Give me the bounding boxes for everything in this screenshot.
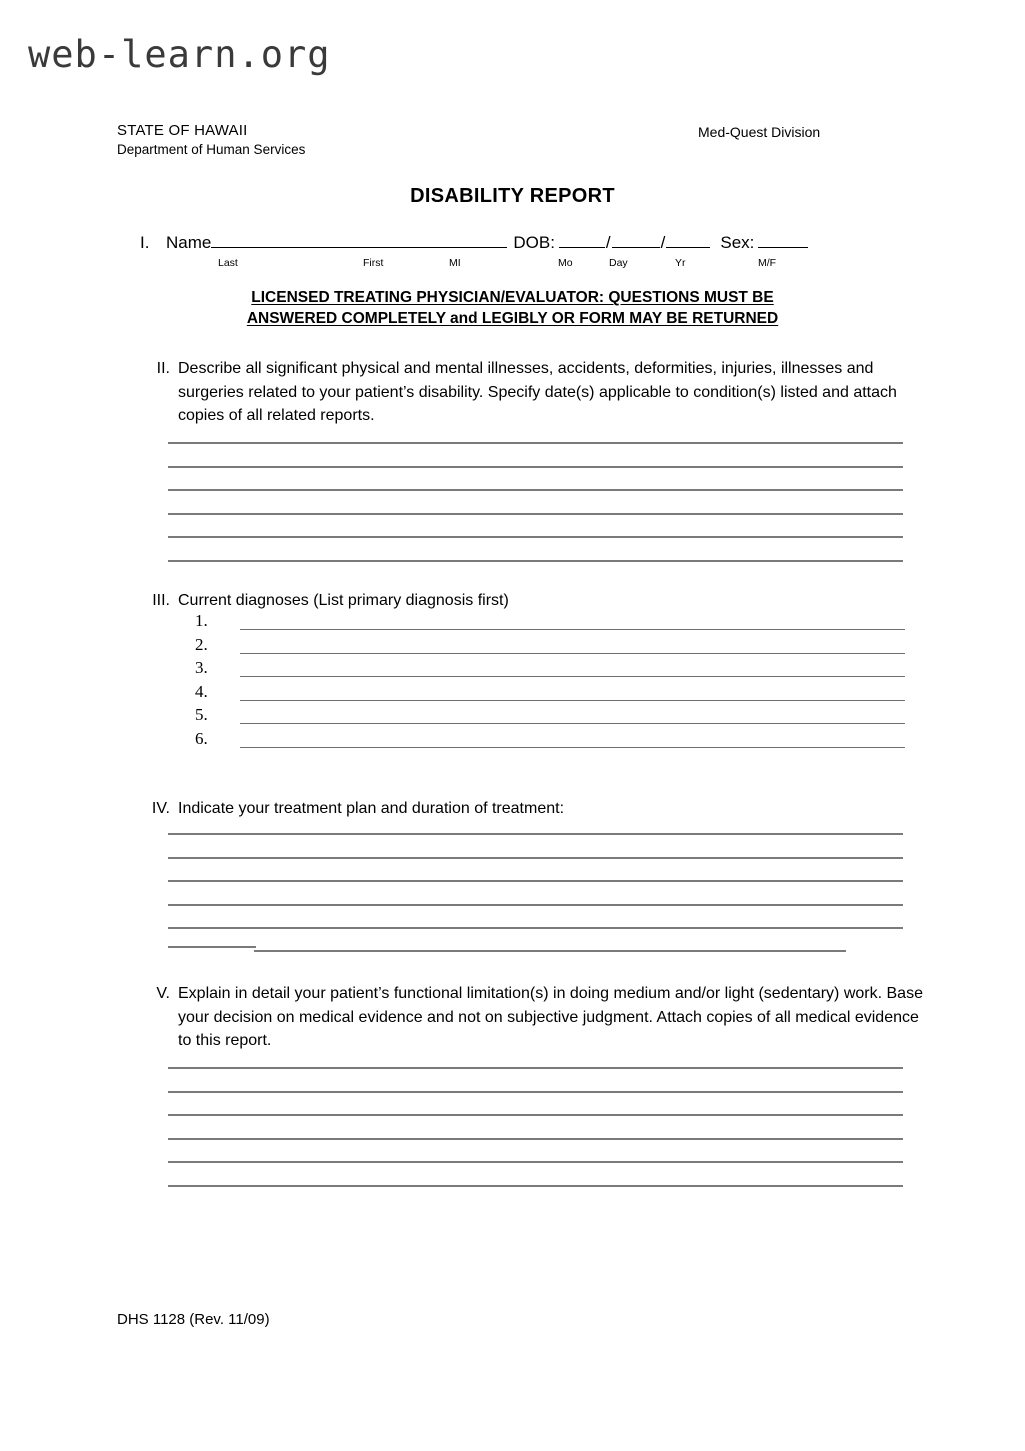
section-4-final-rule-right[interactable] <box>254 950 846 952</box>
dob-day-blank[interactable] <box>612 232 660 248</box>
diagnosis-row <box>195 683 905 707</box>
dob-month-blank[interactable] <box>559 232 605 248</box>
diagnosis-input-line[interactable] <box>240 629 905 630</box>
dob-label: DOB: <box>513 233 555 252</box>
sublabel-yr: Yr <box>675 257 686 269</box>
answer-rule[interactable] <box>168 833 903 835</box>
diagnosis-number: 6. <box>195 728 208 748</box>
sublabel-mf: M/F <box>758 257 777 269</box>
notice-line-1: LICENSED TREATING PHYSICIAN/EVALUATOR: QUESTIONS MUST BE <box>251 289 774 306</box>
diagnosis-row <box>195 730 905 754</box>
answer-rule[interactable] <box>168 513 903 515</box>
sublabel-first: First <box>363 257 384 269</box>
section-5-text: Explain in detail your patient’s functional limitation(s) in doing medium and/or light (sedentary) work. Base your decision on medical evidence and not on subjective judgment. Attach copies of all medical evidence to this report. <box>178 985 923 1050</box>
section-3 <box>136 589 926 613</box>
watermark-text: web-learn.org <box>28 33 331 76</box>
diagnosis-row <box>195 659 905 683</box>
page-title: DISABILITY REPORT <box>410 185 615 207</box>
diagnosis-number: 1. <box>195 611 208 630</box>
diagnosis-row <box>195 612 905 636</box>
section-5-numeral: V. <box>156 985 170 1002</box>
answer-rule[interactable] <box>168 904 903 906</box>
diagnosis-row <box>195 636 905 660</box>
answer-rule[interactable] <box>168 442 903 444</box>
section-4-text: Indicate your treatment plan and duration of treatment: <box>178 800 565 817</box>
name-label: Name <box>166 233 212 252</box>
section-5-answer-lines[interactable] <box>168 1067 903 1187</box>
section-2-text: Describe all significant physical and mental illnesses, accidents, deformities, injuries, illnesses and surgeries related to your patient’s disability. Specify date(s) applicable to condition(s) listed and attach copies of all related reports. <box>178 360 897 425</box>
answer-rule[interactable] <box>168 1091 903 1093</box>
dob-year-blank[interactable] <box>666 232 710 248</box>
header-agency-block <box>117 121 305 159</box>
answer-rule[interactable] <box>168 1067 903 1069</box>
answer-rule[interactable] <box>168 927 903 929</box>
sex-input-blank[interactable] <box>758 232 808 248</box>
diagnosis-row <box>195 706 905 730</box>
section-4-final-rule-left[interactable] <box>168 946 256 948</box>
header-department: Department of Human Services <box>117 142 306 158</box>
header-state: STATE OF HAWAII <box>117 122 248 139</box>
section-4-numeral: IV. <box>151 800 170 817</box>
section-3-diagnosis-list <box>195 612 905 753</box>
section-4-answer-lines[interactable] <box>168 833 903 929</box>
answer-rule[interactable] <box>168 857 903 859</box>
answer-rule[interactable] <box>168 489 903 491</box>
diagnosis-input-line[interactable] <box>240 653 905 654</box>
answer-rule[interactable] <box>168 880 903 882</box>
section-2-answer-lines[interactable] <box>168 442 903 562</box>
answer-rule[interactable] <box>168 466 903 468</box>
diagnosis-number: 4. <box>195 681 208 701</box>
sublabel-mo: Mo <box>558 257 573 269</box>
section-2 <box>136 357 926 428</box>
diagnosis-input-line[interactable] <box>240 676 905 677</box>
notice-line-2: ANSWERED COMPLETELY and LEGIBLY OR FORM MAY BE RETURNED <box>246 310 779 328</box>
answer-rule[interactable] <box>168 1185 903 1187</box>
section-5 <box>136 982 926 1053</box>
sex-label: Sex: <box>720 233 755 252</box>
section-3-numeral: III. <box>152 592 170 609</box>
sublabel-day: Day <box>609 257 628 269</box>
answer-rule[interactable] <box>168 1161 903 1163</box>
name-line <box>140 232 808 253</box>
dob-slash-1: / <box>605 233 611 252</box>
dob-slash-2: / <box>660 233 666 252</box>
form-footer-id: DHS 1128 (Rev. 11/09) <box>117 1311 270 1328</box>
diagnosis-number: 5. <box>195 705 208 724</box>
diagnosis-input-line[interactable] <box>240 723 905 724</box>
section-4 <box>136 797 926 821</box>
name-input-blank[interactable] <box>211 232 507 248</box>
notice-block <box>0 287 1025 330</box>
diagnosis-input-line[interactable] <box>240 700 905 701</box>
answer-rule[interactable] <box>168 536 903 538</box>
answer-rule[interactable] <box>168 1114 903 1116</box>
section-2-numeral: II. <box>156 360 170 377</box>
answer-rule[interactable] <box>168 560 903 562</box>
diagnosis-number: 2. <box>195 634 208 654</box>
section-1-numeral: I. <box>140 233 150 252</box>
sublabel-last: Last <box>218 257 238 269</box>
section-1-name-row <box>140 232 960 274</box>
section-3-text: Current diagnoses (List primary diagnosis first) <box>178 592 509 609</box>
diagnosis-number: 3. <box>195 658 208 677</box>
sublabel-mi: MI <box>449 257 461 269</box>
header-division: Med-Quest Division <box>698 124 821 140</box>
answer-rule[interactable] <box>168 1138 903 1140</box>
diagnosis-input-line[interactable] <box>240 747 905 748</box>
